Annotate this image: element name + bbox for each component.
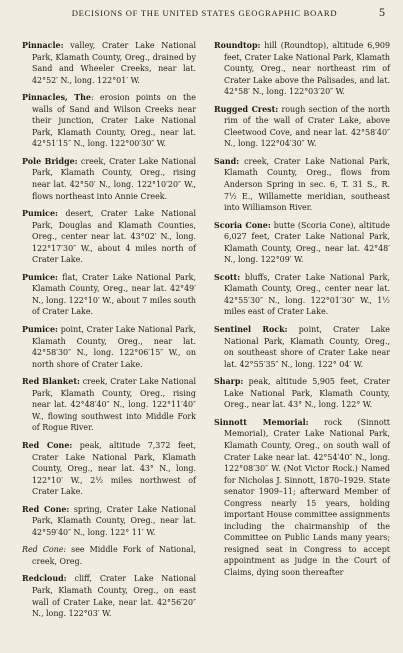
gazetteer-entry (22, 92, 196, 150)
gazetteer-entry (22, 440, 196, 498)
gazetteer-entry (22, 504, 196, 539)
gazetteer-entry (22, 324, 196, 370)
entry-description: butte (Scoria Cone), altitude 6,027 feet, Crater Lake National Park, Klamath County, Oreg., near lat. 42°48′ N., long. 122°09′ W. (224, 220, 390, 265)
gazetteer-entry (214, 272, 390, 318)
entry-term: Pole Bridge: (22, 156, 78, 166)
entry-term: Scoria Cone: (214, 220, 271, 230)
entry-description: creek, Crater Lake National Park, Klamath County, Oreg., flows from Anderson Spring in sec. 6, T. 31 S., R. 7½ E., Willamette meridian, southeast into Williamson River. (224, 156, 390, 213)
entry-description: point, Crater Lake National Park, Klamath County, Oreg., on southeast shore of Crater Lake near lat. 42°55′35″ N., long. 122° 04′ W. (224, 325, 390, 369)
entry-term: Rugged Crest: (214, 104, 279, 114)
entry-description: bluffs, Crater Lake National Park, Klamath County, Oreg., center near lat. 42°55′30″ N., long. 122°01′30″ W., 1½ miles east of Crater Lake. (224, 272, 390, 317)
entry-description: rough section of the north rim of the wall of Crater Lake, above Cleetwood Cove, and near lat. 42°58′40″ N., long. 122°04′30″ W. (224, 104, 390, 149)
gazetteer-entry (22, 272, 196, 318)
entry-description: desert, Crater Lake National Park, Douglas and Klamath Counties, Oreg., center near lat. 43°02′ N., long. 122°17′30″ W., about 4 miles north of Crater Lake. (32, 209, 196, 265)
entry-description: creek, Crater Lake National Park, Klamath County, Oreg., rising near lat. 42°48′40″ N., long. 122°11′40″ W., flowing southwest into Middle Fork of Rogue River. (32, 377, 197, 433)
entry-term: Pinnacles, The (22, 93, 91, 103)
entry-description: peak, altitude 5,905 feet, Crater Lake National Park, Klamath County, Oreg., near lat. 43° N., long. 122° W. (224, 377, 390, 410)
gazetteer-entry (214, 324, 390, 370)
gazetteer-entry (214, 104, 390, 150)
entry-description: valley, Crater Lake National Park, Klamath County, Oreg., drained by Sand and Wheeler Creeks, near lat. 42°52′ N., long. 122°01′ W. (32, 41, 196, 85)
entry-term: Scott: (214, 272, 241, 282)
entry-description: flat, Crater Lake National Park, Klamath County, Oreg., near lat. 42°49′ N., long. 122°10′ W., about 7 miles south of Crater Lake. (32, 272, 196, 317)
entry-term: Sentinel Rock: (214, 325, 288, 335)
entry-term: Red Blanket: (22, 377, 80, 387)
gazetteer-entry (22, 544, 196, 567)
gazetteer-entry (22, 40, 196, 86)
entry-description: cliff, Crater Lake National Park, Klamath County, Oreg., on east wall of Crater Lake, near lat. 42°56′20″ N., long. 122°03′ W. (32, 574, 196, 619)
running-title: DECISIONS OF THE UNITED STATES GEOGRAPHIC BOARD (71, 8, 338, 18)
gazetteer-entry (214, 417, 390, 579)
entry-term: Pinnacle: (22, 41, 64, 50)
entry-term: Red Cone: (22, 440, 73, 450)
entry-term: Pumice: (22, 272, 58, 282)
gazetteer-entry (22, 208, 196, 266)
entry-term: Pumice: (22, 325, 58, 335)
entry-term: Roundtop: (214, 41, 261, 50)
page-number: 5 (379, 5, 385, 19)
entry-term: Sinnott Memorial: (214, 417, 309, 427)
gazetteer-entry (22, 156, 196, 202)
entry-term: Pumice: (22, 209, 58, 219)
left-column (22, 40, 196, 626)
gazetteer-entry (214, 220, 390, 266)
entry-term: Sand: (214, 156, 240, 166)
entry-term: Red Cone: (22, 545, 67, 555)
entry-description: point, Crater Lake National Park, Klamath County, Oreg., near lat. 42°58′30″ N., long. 122°06′15″ W., on north shore of Crater Lake. (32, 325, 196, 369)
entry-term: Sharp: (214, 377, 244, 387)
running-header (18, 5, 391, 26)
entry-description: spring, Crater Lake National Park, Klamath County, Oreg., near lat. 42°59′40″ N., long. 122° 11′ W. (32, 504, 196, 537)
gazetteer-entry (22, 376, 196, 434)
entry-term: Redcloud: (22, 574, 67, 584)
gazetteer-entry (214, 156, 390, 214)
gazetteer-entry (22, 573, 196, 619)
entry-description: peak, altitude 7,372 feet, Crater Lake National Park, Klamath County, Oreg., near lat. 43° N., long. 122°10′ W., 2½ miles northwest of Crater Lake. (32, 440, 196, 497)
entry-term: Red Cone: (22, 504, 70, 514)
right-column (214, 40, 390, 585)
gazetteer-entry (214, 40, 390, 98)
entry-description: see Middle Fork of National, creek, Oreg. (32, 545, 196, 566)
entry-description: rock (Sinnott Memorial), Crater Lake National Park, Klamath County, Oreg., on south wall of Crater Lake near lat. 42°54′40″ N., long. 122°08′30″ W. (Not Victor Rock.) Named for Nicholas J. Sinnott, 1870–1929. State senator 1909–11; afterward Member of Congress nearly 15 years, holding important House committee assignments including the chairmanship of the Committee on Public Lands many years; resigned seat in Congress to accept appointment as judge in the Court of Claims, dying soon thereafter (224, 417, 390, 577)
entry-description: : erosion points on the walls of Sand and Wilson Creeks near their junction, Crater Lake National Park, Klamath County, Oreg., near lat. 42°51′15″ N., long. 122°00′30″ W. (32, 93, 196, 149)
entry-description: hill (Roundtop), altitude 6,909 feet, Crater Lake National Park, Klamath County, Oreg., near northeast rim of Crater Lake above the Palisades, and lat. 42°58′ N., long. 122°03′20″ W. (224, 41, 390, 97)
gazetteer-entry (214, 376, 390, 411)
entry-description: creek, Crater Lake National Park, Klamath County, Oreg., rising near lat. 42°50′ N., long. 122°10′20″ W., flows northeast into Annie Creek. (32, 156, 196, 201)
